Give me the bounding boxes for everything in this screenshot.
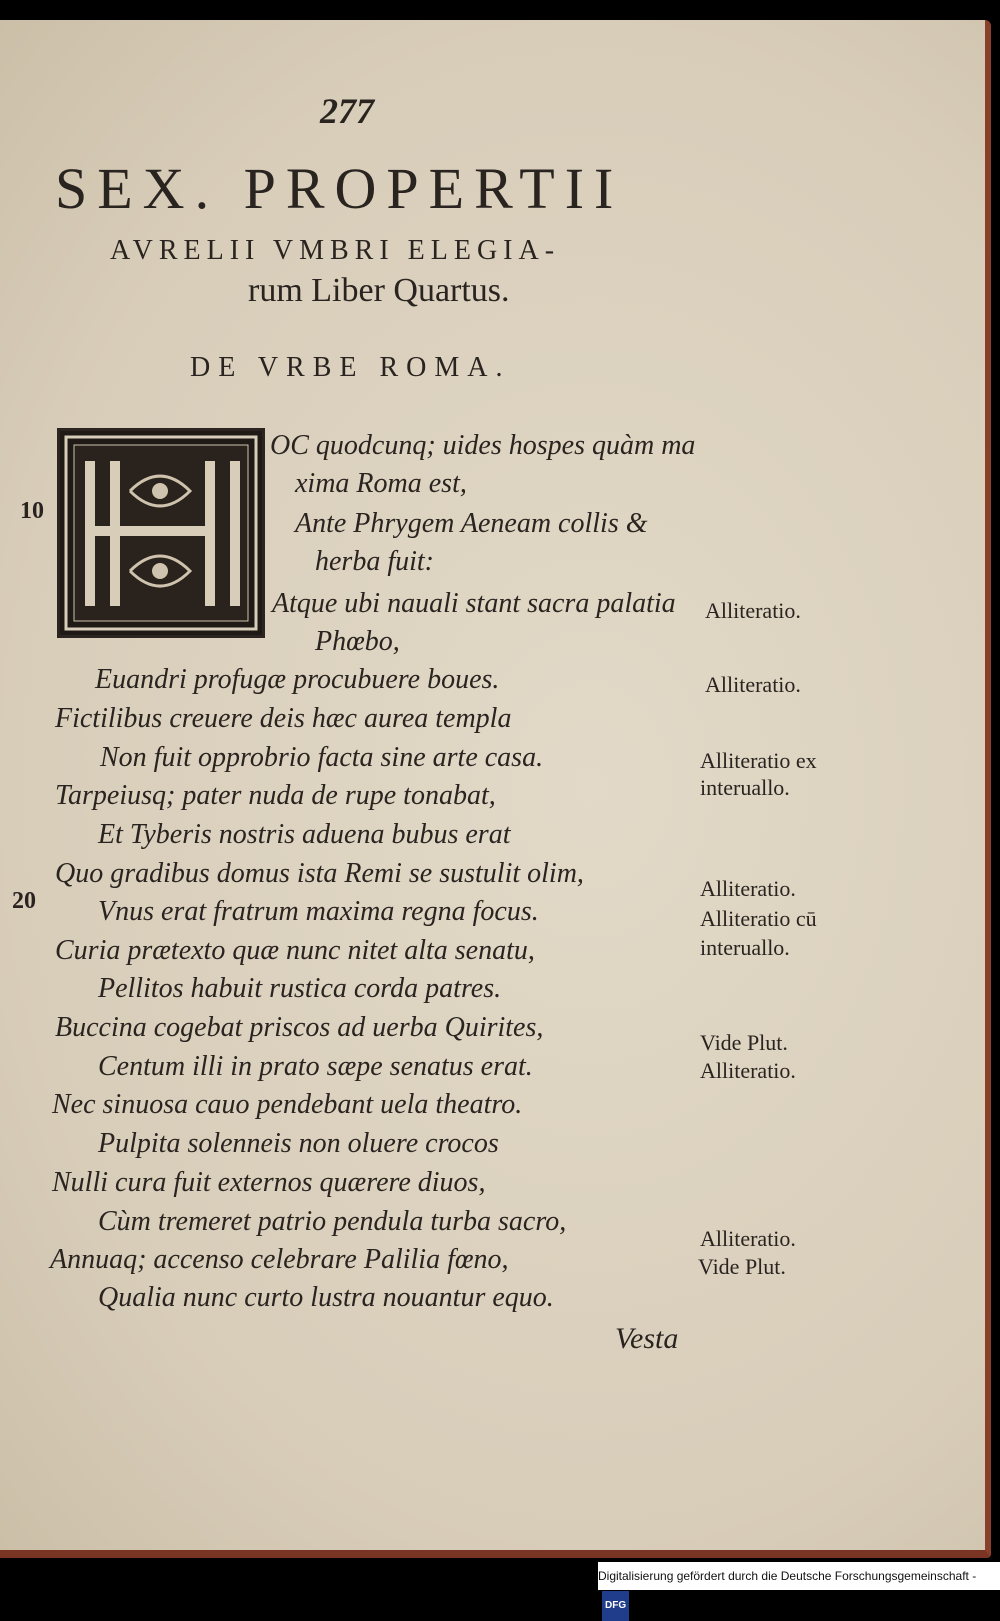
margin-note: Alliteratio. <box>705 598 801 623</box>
verse-line: Atque ubi nauali stant sacra palatia <box>272 588 676 619</box>
verse-line: Et Tyberis nostris aduena bubus erat <box>98 819 511 850</box>
margin-note: Vide Plut. <box>700 1030 788 1055</box>
margin-note: interuallo. <box>700 935 790 960</box>
verse-line: Pellitos habuit rustica corda patres. <box>98 973 502 1004</box>
verse-line: Annuaq; accenso celebrare Palilia fœno, <box>50 1244 509 1275</box>
verse-line: Buccina cogebat priscos ad uerba Quirites, <box>55 1012 544 1043</box>
verse-line: Pulpita solenneis non oluere crocos <box>98 1128 499 1159</box>
verse-line: Ante Phrygem Aeneam collis & <box>295 508 648 539</box>
verse-line: Cùm tremeret patrio pendula turba sacro, <box>98 1206 567 1237</box>
margin-note: interuallo. <box>700 775 790 800</box>
line-number: 10 <box>20 498 44 524</box>
dfg-logo-icon: DFG <box>602 1591 629 1621</box>
margin-note: Alliteratio cū <box>700 906 817 931</box>
catchword: Vesta <box>615 1322 679 1355</box>
margin-note: Alliteratio. <box>700 1058 796 1083</box>
verse-line: Quo gradibus domus ista Remi se sustulit olim, <box>55 858 584 889</box>
title-line-2: AVRELII VMBRI ELEGIA- <box>110 235 561 266</box>
verse-line: Euandri profugæ procubuere boues. <box>95 664 500 695</box>
decorated-initial-h <box>57 428 265 638</box>
margin-note: Alliteratio. <box>705 672 801 697</box>
page-number: 277 <box>320 91 374 131</box>
margin-note: Vide Plut. <box>698 1254 786 1279</box>
verse-line: OC quodcunq; uides hospes quàm ma <box>270 430 696 461</box>
verse-line: Curia prætexto quæ nunc nitet alta senatu, <box>55 935 535 966</box>
verse-line: Centum illi in prato sæpe senatus erat. <box>98 1051 533 1082</box>
section-heading: DE VRBE ROMA. <box>190 352 511 383</box>
verse-line: Non fuit opprobrio facta sine arte casa. <box>100 742 544 773</box>
verse-line: Vnus erat fratrum maxima regna focus. <box>98 896 539 927</box>
margin-note: Alliteratio. <box>700 1226 796 1251</box>
margin-note: Alliteratio. <box>700 876 796 901</box>
verse-line: Qualia nunc curto lustra nouantur equo. <box>98 1282 554 1313</box>
line-number: 20 <box>12 888 36 914</box>
verse-line: herba fuit: <box>315 546 434 577</box>
margin-note: Alliteratio ex <box>700 748 817 773</box>
title-line-1: SEX. PROPERTII <box>55 156 624 221</box>
verse-line: xima Roma est, <box>295 468 467 499</box>
decorated-initial-icon <box>60 431 262 635</box>
verse-line: Nec sinuosa cauo pendebant uela theatro. <box>52 1089 523 1120</box>
verse-line: Nulli cura fuit externos quærere diuos, <box>52 1167 486 1198</box>
footer-credit <box>598 1562 1000 1611</box>
footer-text: Digitalisierung gefördert durch die Deutsche Forschungsgemeinschaft - <box>598 1569 977 1583</box>
title-line-3: rum Liber Quartus. <box>248 272 510 309</box>
verse-line: Tarpeiusq; pater nuda de rupe tonabat, <box>55 780 496 811</box>
verse-line: Fictilibus creuere deis hæc aurea templa <box>55 703 512 734</box>
verse-line: Phœbo, <box>315 626 400 657</box>
book-page <box>0 20 991 1558</box>
